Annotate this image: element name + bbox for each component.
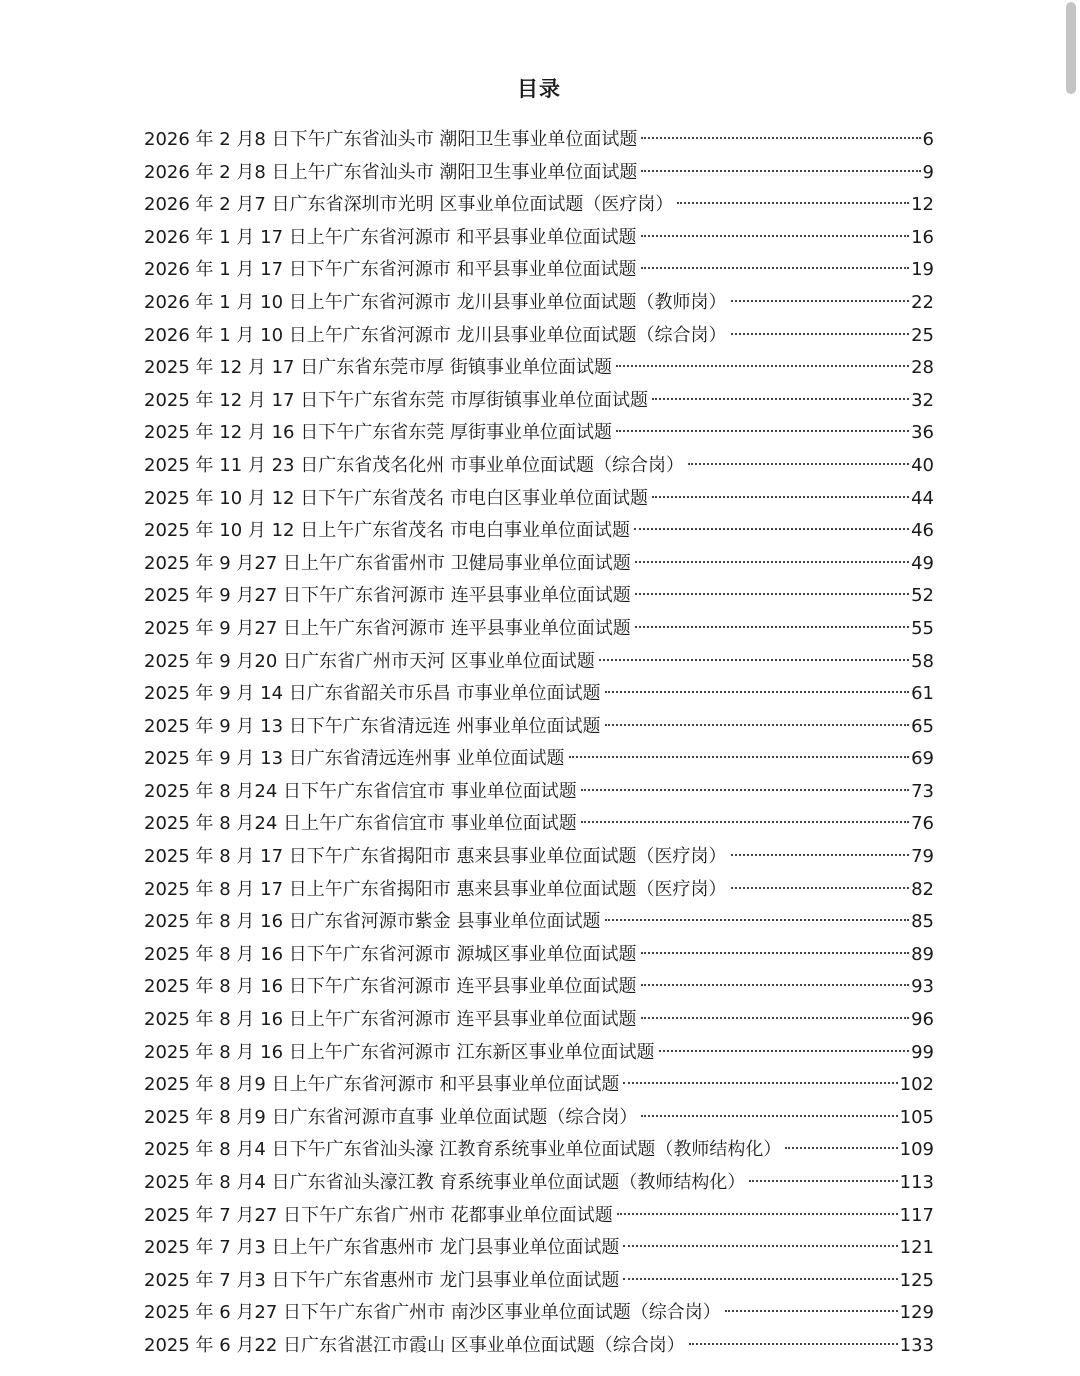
- toc-entry-title: 2025 年 9 月27 日上午广东省河源市 连平县事业单位面试题: [144, 617, 631, 639]
- table-of-contents: [144, 72, 934, 1363]
- toc-entry-page-number: 61: [911, 683, 934, 705]
- toc-entry-page-number: 102: [899, 1074, 934, 1096]
- dot-leader: [641, 170, 920, 172]
- toc-entry[interactable]: [144, 1265, 934, 1298]
- toc-entry[interactable]: [144, 743, 934, 776]
- toc-entry-page-number: 46: [911, 520, 934, 542]
- toc-entry-title: 2025 年 8 月 16 日下午广东省河源市 源城区事业单位面试题: [144, 943, 637, 965]
- toc-entry[interactable]: [144, 939, 934, 972]
- toc-entry[interactable]: [144, 1167, 934, 1200]
- toc-entry[interactable]: [144, 971, 934, 1004]
- toc-entry[interactable]: [144, 222, 934, 255]
- toc-entry-page-number: 49: [911, 552, 934, 574]
- toc-entry-title: 2025 年 9 月 13 日下午广东省清远连 州事业单位面试题: [144, 715, 601, 737]
- toc-entry[interactable]: [144, 1297, 934, 1330]
- toc-entry[interactable]: [144, 874, 934, 907]
- toc-entry[interactable]: [144, 1102, 934, 1135]
- toc-entry-title: 2025 年 8 月24 日下午广东省信宜市 事业单位面试题: [144, 780, 577, 802]
- toc-entry-page-number: 121: [899, 1237, 934, 1259]
- toc-entry-page-number: 19: [911, 259, 934, 281]
- toc-entry[interactable]: [144, 678, 934, 711]
- toc-entry-page-number: 117: [899, 1204, 934, 1226]
- toc-entry-title: 2025 年 8 月4 日下午广东省汕头濠 江教育系统事业单位面试题（教师结构化）: [144, 1139, 782, 1161]
- dot-leader: [581, 789, 909, 791]
- toc-entry-title: 2026 年 2 月8 日下午广东省汕头市 潮阳卫生事业单位面试题: [144, 129, 638, 150]
- scrollbar-thumb[interactable]: [1066, 2, 1076, 94]
- toc-list: [144, 124, 934, 1363]
- toc-entry-page-number: 58: [911, 650, 934, 672]
- dot-leader: [731, 854, 910, 856]
- dot-leader: [641, 1017, 910, 1019]
- toc-entry-page-number: 79: [911, 846, 934, 868]
- toc-entry-title: 2026 年 1 月 10 日上午广东省河源市 龙川县事业单位面试题（综合岗）: [144, 324, 727, 346]
- dot-leader: [689, 1343, 898, 1345]
- toc-entry-page-number: 65: [911, 715, 934, 737]
- toc-entry-title: 2025 年 7 月3 日上午广东省惠州市 龙门县事业单位面试题: [144, 1237, 620, 1259]
- toc-entry-page-number: 44: [911, 487, 934, 509]
- toc-entry-page-number: 69: [911, 748, 934, 770]
- toc-entry-title: 2026 年 1 月 17 日下午广东省河源市 和平县事业单位面试题: [144, 259, 637, 281]
- toc-entry-title: 2025 年 8 月4 日广东省汕头濠江教 育系统事业单位面试题（教师结构化）: [144, 1172, 746, 1193]
- toc-entry-page-number: 55: [911, 617, 934, 639]
- toc-entry[interactable]: [144, 841, 934, 874]
- dot-leader: [599, 659, 909, 661]
- scrollbar-track[interactable]: [1058, 0, 1080, 1376]
- dot-leader: [641, 1115, 897, 1117]
- toc-entry-page-number: 9: [922, 161, 934, 183]
- toc-entry[interactable]: [144, 1037, 934, 1070]
- toc-entry-page-number: 99: [911, 1041, 934, 1063]
- toc-entry-page-number: 28: [911, 357, 934, 379]
- toc-entry[interactable]: [144, 1330, 934, 1363]
- toc-entry[interactable]: [144, 157, 934, 190]
- toc-entry-title: 2025 年 8 月 17 日上午广东省揭阳市 惠来县事业单位面试题（医疗岗）: [144, 878, 727, 900]
- toc-entry-page-number: 12: [911, 194, 934, 216]
- toc-entry-page-number: 40: [911, 454, 934, 476]
- toc-entry[interactable]: [144, 417, 934, 450]
- dot-leader: [623, 1278, 897, 1280]
- toc-entry-page-number: 109: [899, 1139, 934, 1161]
- toc-entry[interactable]: [144, 320, 934, 353]
- toc-entry-page-number: 36: [911, 422, 934, 444]
- toc-entry[interactable]: [144, 580, 934, 613]
- toc-entry[interactable]: [144, 385, 934, 418]
- toc-entry-title: 2025 年 6 月27 日下午广东省广州市 南沙区事业单位面试题（综合岗）: [144, 1302, 721, 1324]
- toc-entry[interactable]: [144, 613, 934, 646]
- dot-leader: [581, 821, 909, 823]
- toc-entry-page-number: 105: [899, 1106, 934, 1128]
- toc-entry[interactable]: [144, 776, 934, 809]
- toc-entry-title: 2026 年 2 月8 日上午广东省汕头市 潮阳卫生事业单位面试题: [144, 161, 638, 183]
- toc-entry-title: 2025 年 8 月9 日广东省河源市直事 业单位面试题（综合岗）: [144, 1106, 638, 1128]
- dot-leader: [605, 919, 910, 921]
- toc-entry-title: 2025 年 12 月 17 日广东省东莞市厚 街镇事业单位面试题: [144, 357, 612, 379]
- dot-leader: [635, 561, 909, 563]
- toc-entry-title: 2025 年 8 月 16 日下午广东省河源市 连平县事业单位面试题: [144, 976, 637, 998]
- dot-leader: [617, 1213, 898, 1215]
- dot-leader: [677, 202, 909, 204]
- toc-entry-title: 2025 年 7 月27 日下午广东省广州市 花都事业单位面试题: [144, 1204, 613, 1226]
- dot-leader: [634, 528, 909, 530]
- toc-entry[interactable]: [144, 1232, 934, 1265]
- toc-entry-title: 2025 年 8 月9 日上午广东省河源市 和平县事业单位面试题: [144, 1074, 620, 1096]
- dot-leader: [731, 333, 910, 335]
- toc-title: 目录: [517, 77, 561, 101]
- toc-entry-title: 2025 年 6 月22 日广东省湛江市霞山 区事业单位面试题（综合岗）: [144, 1334, 685, 1356]
- toc-entry-page-number: 25: [911, 324, 934, 346]
- toc-entry[interactable]: [144, 483, 934, 516]
- toc-entry-title: 2026 年 1 月 10 日上午广东省河源市 龙川县事业单位面试题（教师岗）: [144, 291, 727, 313]
- dot-leader: [641, 267, 910, 269]
- toc-entry-title: 2025 年 9 月27 日下午广东省河源市 连平县事业单位面试题: [144, 585, 631, 607]
- toc-entry-title: 2025 年 9 月 14 日广东省韶关市乐昌 市事业单位面试题: [144, 683, 601, 705]
- toc-entry-title: 2025 年 8 月 17 日下午广东省揭阳市 惠来县事业单位面试题（医疗岗）: [144, 846, 727, 868]
- toc-entry-title: 2025 年 10 月 12 日下午广东省茂名 市电白区事业单位面试题: [144, 487, 648, 509]
- toc-entry-title: 2025 年 9 月 13 日广东省清远连州事 业单位面试题: [144, 748, 565, 770]
- dot-leader: [616, 430, 909, 432]
- dot-leader: [635, 593, 909, 595]
- toc-entry-page-number: 125: [899, 1269, 934, 1291]
- dot-leader: [785, 1147, 897, 1149]
- toc-entry[interactable]: [144, 1069, 934, 1102]
- dot-leader: [652, 496, 909, 498]
- toc-entry[interactable]: [144, 646, 934, 679]
- dot-leader: [641, 235, 910, 237]
- toc-entry-page-number: 113: [899, 1172, 934, 1193]
- toc-entry-title: 2025 年 9 月20 日广东省广州市天河 区事业单位面试题: [144, 650, 595, 672]
- toc-entry-title: 2026 年 2 月7 日广东省深圳市光明 区事业单位面试题（医疗岗）: [144, 194, 674, 216]
- toc-entry-page-number: 22: [911, 291, 934, 313]
- toc-entry-page-number: 6: [922, 129, 934, 150]
- toc-entry-page-number: 73: [911, 780, 934, 802]
- dot-leader: [731, 887, 910, 889]
- dot-leader: [641, 137, 920, 139]
- toc-entry[interactable]: [144, 515, 934, 548]
- toc-entry-page-number: 52: [911, 585, 934, 607]
- toc-entry[interactable]: [144, 711, 934, 744]
- toc-entry-page-number: 96: [911, 1009, 934, 1031]
- toc-entry-page-number: 93: [911, 976, 934, 998]
- toc-entry-title: 2025 年 8 月24 日上午广东省信宜市 事业单位面试题: [144, 813, 577, 835]
- dot-leader: [652, 398, 909, 400]
- toc-entry[interactable]: [144, 548, 934, 581]
- toc-entry[interactable]: [144, 450, 934, 483]
- toc-entry-page-number: 89: [911, 943, 934, 965]
- toc-entry[interactable]: [144, 906, 934, 939]
- toc-entry-title: 2025 年 11 月 23 日广东省茂名化州 市事业单位面试题（综合岗）: [144, 454, 684, 476]
- toc-entry[interactable]: [144, 1134, 934, 1167]
- toc-entry[interactable]: [144, 1200, 934, 1233]
- toc-entry-page-number: 82: [911, 878, 934, 900]
- dot-leader: [641, 952, 910, 954]
- dot-leader: [623, 1245, 897, 1247]
- toc-entry-title: 2025 年 8 月 16 日上午广东省河源市 连平县事业单位面试题: [144, 1009, 637, 1031]
- dot-leader: [749, 1180, 897, 1182]
- toc-entry-title: 2025 年 10 月 12 日上午广东省茂名 市电白事业单位面试题: [144, 520, 630, 542]
- dot-leader: [725, 1310, 898, 1312]
- toc-entry[interactable]: [144, 808, 934, 841]
- dot-leader: [688, 463, 909, 465]
- dot-leader: [623, 1082, 897, 1084]
- toc-entry[interactable]: [144, 254, 934, 287]
- dot-leader: [605, 724, 910, 726]
- toc-entry-page-number: 16: [911, 226, 934, 248]
- dot-leader: [731, 300, 910, 302]
- dot-leader: [635, 626, 909, 628]
- toc-entry-title: 2025 年 9 月27 日上午广东省雷州市 卫健局事业单位面试题: [144, 552, 631, 574]
- toc-entry-title: 2025 年 12 月 16 日下午广东省东莞 厚街事业单位面试题: [144, 422, 612, 444]
- toc-entry-page-number: 85: [911, 911, 934, 933]
- dot-leader: [641, 984, 910, 986]
- dot-leader: [659, 1050, 910, 1052]
- dot-leader: [605, 691, 910, 693]
- toc-entry-title: 2025 年 7 月3 日下午广东省惠州市 龙门县事业单位面试题: [144, 1269, 620, 1291]
- toc-entry-title: 2025 年 12 月 17 日下午广东省东莞 市厚街镇事业单位面试题: [144, 389, 648, 411]
- toc-entry-page-number: 32: [911, 389, 934, 411]
- toc-entry[interactable]: [144, 287, 934, 320]
- toc-entry[interactable]: [144, 1004, 934, 1037]
- dot-leader: [616, 365, 909, 367]
- toc-entry-title: 2025 年 8 月 16 日广东省河源市紫金 县事业单位面试题: [144, 911, 601, 933]
- toc-entry-page-number: 133: [899, 1334, 934, 1356]
- toc-entry-title: 2026 年 1 月 17 日上午广东省河源市 和平县事业单位面试题: [144, 226, 637, 248]
- toc-entry-page-number: 129: [899, 1302, 934, 1324]
- toc-entry[interactable]: [144, 189, 934, 222]
- dot-leader: [569, 756, 910, 758]
- toc-entry[interactable]: [144, 352, 934, 385]
- toc-entry-page-number: 76: [911, 813, 934, 835]
- toc-entry[interactable]: [144, 124, 934, 157]
- toc-entry-title: 2025 年 8 月 16 日上午广东省河源市 江东新区事业单位面试题: [144, 1041, 655, 1063]
